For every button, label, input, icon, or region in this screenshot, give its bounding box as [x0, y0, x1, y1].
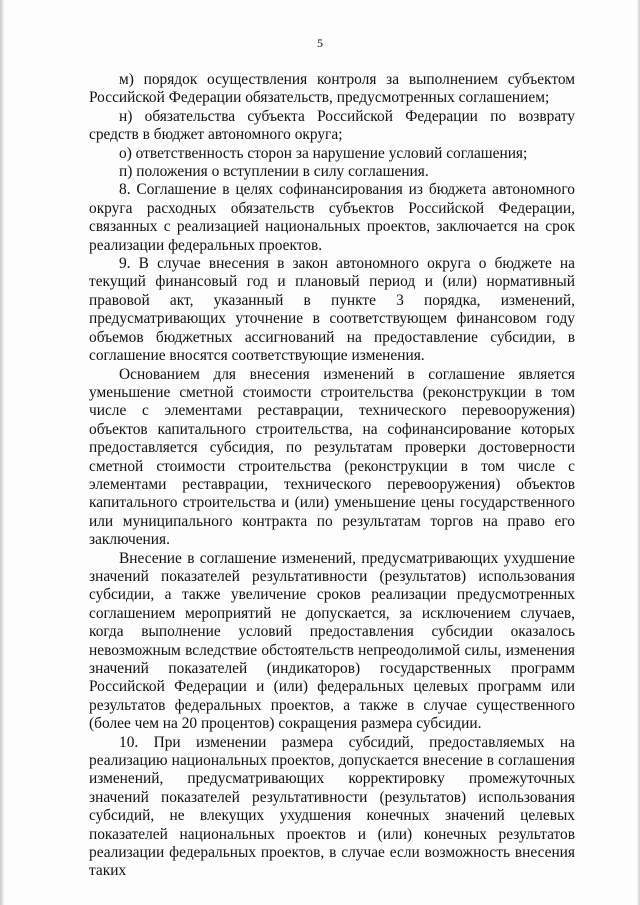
scan-edge-left — [0, 0, 4, 905]
paragraph-clause-8: 8. Соглашение в целях софинансирования из бюджета автономного округа расходных обязательств субъектов Российской Федерации, связанных с реализацией национальных проектов, заключается на срок реализации федеральных проектов. — [89, 181, 575, 254]
page-number: 5 — [317, 36, 323, 50]
paragraph-clause-10: 10. При изменении размера субсидий, предоставляемых на реализацию национальных проектов, допускается внесение в соглашения изменений, предусматривающих корректировку промежуточных значений показателей результативности (результатов) использования субсидий, не влекущих ухудшения конечных значений целевых показателей национальных проектов и (или) конечных результатов реализации федеральных проектов, в случае если возможность внесения таких — [89, 733, 575, 880]
paragraph-changes-restriction: Внесение в соглашение изменений, предусматривающих ухудшение значений показателей результативности (результатов) использования субсидии, а также увеличение сроков реализации предусмотренных соглашением мероприятий не допускается, за исключением случаев, когда выполнение условий предоставления субсидии оказалось невозможным вследствие обстоятельств непреодолимой силы, изменения значений показателей (индикаторов) государственных программ Российской Федерации и (или) федеральных целевых программ или результатов федеральных проектов, а также в случае существенного (более чем на 20 процентов) сокращения размера субсидии. — [89, 549, 575, 733]
paragraph-item-p: п) положения о вступлении в силу соглашения. — [119, 163, 429, 181]
body-text — [89, 71, 575, 881]
paragraph-item-m: м) порядок осуществления контроля за выполнением субъектом Российской Федерации обязательств, предусмотренных соглашением; — [89, 71, 575, 107]
paragraph-grounds-for-changes: Основанием для внесения изменений в соглашение является уменьшение сметной стоимости строительства (реконструкции в том числе с элементами реставрации, технического перевооружения) объектов капитального строительства, на софинансирование которых предоставляется субсидия, по результатам проверки достоверности сметной стоимости строительства (реконструкции в том числе с элементами реставрации, технического перевооружения) объектов капитального строительства и (или) уменьшение цены государственного или муниципального контракта по результатам торгов на право его заключения. — [89, 365, 575, 549]
paragraph-item-n: н) обязательства субъекта Российской Федерации по возврату средств в бюджет автономного округа; — [89, 107, 575, 144]
paragraph-item-o: о) ответственность сторон за нарушение условий соглашения; — [119, 144, 528, 162]
paragraph-clause-9: 9. В случае внесения в закон автономного округа о бюджете на текущий финансовый год и плановый период и (или) нормативный правовой акт, указанный в пункте 3 порядка, изменений, предусматривающих уточнение в соответствующем финансовом году объемов бюджетных ассигнований на предоставление субсидии, в соглашение вносятся соответствующие изменения. — [89, 255, 575, 365]
